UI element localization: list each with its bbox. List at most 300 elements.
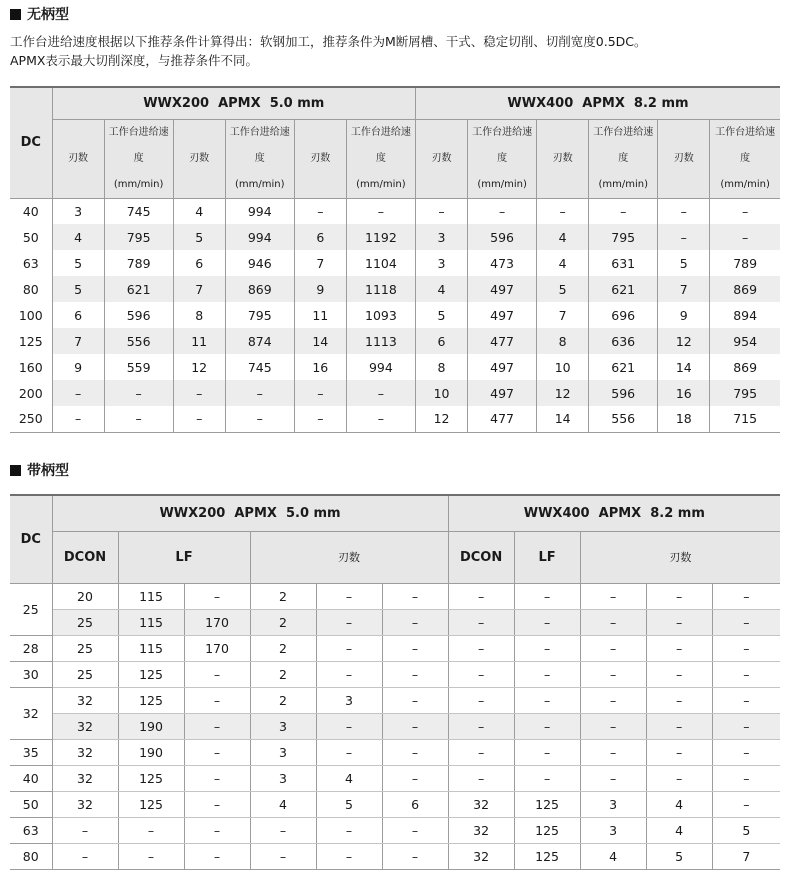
value-cell: – — [316, 843, 382, 869]
value-cell: – — [646, 713, 712, 739]
value-cell: 2 — [250, 635, 316, 661]
value-cell: 7 — [173, 276, 225, 302]
value-cell: – — [580, 661, 646, 687]
feed-rate-label: 工作台进给速度 — [229, 126, 290, 164]
dc-cell: 40 — [10, 765, 52, 791]
value-cell: 3 — [416, 224, 468, 250]
value-cell: 631 — [589, 250, 658, 276]
value-cell: – — [316, 713, 382, 739]
value-cell: 4 — [646, 791, 712, 817]
feed-rate-label: 工作台进给速度 — [715, 126, 776, 164]
value-cell: 4 — [537, 250, 589, 276]
value-cell: 32 — [52, 739, 118, 765]
value-cell: 32 — [448, 817, 514, 843]
value-cell: – — [382, 817, 448, 843]
value-cell: – — [646, 609, 712, 635]
value-cell: 4 — [250, 791, 316, 817]
feed-rate-label: 工作台进给速度 — [472, 126, 533, 164]
value-cell: – — [589, 198, 658, 224]
value-cell: 9 — [658, 302, 710, 328]
value-cell: 32 — [448, 791, 514, 817]
value-cell: 7 — [294, 250, 346, 276]
value-cell: – — [514, 713, 580, 739]
table-row — [10, 817, 780, 843]
value-cell: – — [712, 609, 780, 635]
value-cell: 5 — [52, 250, 104, 276]
table-row — [10, 224, 780, 250]
value-cell: 5 — [416, 302, 468, 328]
value-cell: – — [712, 687, 780, 713]
value-cell: 2 — [250, 687, 316, 713]
value-cell: 11 — [173, 328, 225, 354]
feed-rate-unit: (mm/min) — [113, 178, 164, 190]
value-cell: 32 — [52, 687, 118, 713]
value-cell: 4 — [416, 276, 468, 302]
value-cell: – — [316, 609, 382, 635]
value-cell: 115 — [118, 583, 184, 609]
value-cell: – — [52, 817, 118, 843]
value-cell: 497 — [468, 276, 537, 302]
value-cell: – — [712, 765, 780, 791]
value-cell: 789 — [104, 250, 173, 276]
teeth-header: 刃数 — [658, 119, 710, 198]
value-cell: 6 — [382, 791, 448, 817]
value-cell: 795 — [225, 302, 294, 328]
value-cell: – — [646, 687, 712, 713]
dc-cell: 32 — [10, 687, 52, 739]
table-row — [10, 739, 780, 765]
dcon-header-wwx400: DCON — [448, 531, 514, 583]
value-cell: – — [712, 713, 780, 739]
value-cell: 25 — [52, 661, 118, 687]
value-cell: 2 — [250, 583, 316, 609]
value-cell: – — [448, 661, 514, 687]
value-cell: – — [514, 687, 580, 713]
value-cell: 994 — [225, 198, 294, 224]
value-cell: 4 — [580, 843, 646, 869]
value-cell: 18 — [658, 406, 710, 432]
value-cell: – — [448, 765, 514, 791]
dc-cell: 100 — [10, 302, 52, 328]
value-cell: 2 — [250, 609, 316, 635]
dc-cell: 250 — [10, 406, 52, 432]
value-cell: 7 — [658, 276, 710, 302]
value-cell: – — [448, 583, 514, 609]
value-cell: 1192 — [346, 224, 415, 250]
wwx200-group-header: WWX200 APMX 5.0 mm — [52, 87, 415, 119]
value-cell: 5 — [173, 224, 225, 250]
value-cell: 789 — [733, 255, 758, 271]
teeth-header: 刃数 — [537, 119, 589, 198]
value-cell: 621 — [589, 276, 658, 302]
value-cell: 190 — [118, 713, 184, 739]
value-cell: 7 — [52, 328, 104, 354]
value-cell: 125 — [514, 791, 580, 817]
table-row — [10, 198, 780, 224]
value-cell: 869 — [733, 359, 758, 375]
value-cell: – — [316, 739, 382, 765]
value-cell: 16 — [658, 380, 710, 406]
value-cell: 20 — [52, 583, 118, 609]
value-cell: – — [514, 661, 580, 687]
value-cell: 6 — [294, 224, 346, 250]
wwx400-group-header: WWX400 APMX 8.2 mm — [448, 495, 780, 531]
value-cell: – — [382, 765, 448, 791]
value-cell: – — [250, 843, 316, 869]
value-cell: 9 — [294, 276, 346, 302]
value-cell: 1113 — [346, 328, 415, 354]
value-cell: – — [646, 739, 712, 765]
table-row — [10, 380, 780, 406]
feed-rate-label: 工作台进给速度 — [350, 126, 411, 164]
value-cell: – — [382, 739, 448, 765]
value-cell: – — [514, 765, 580, 791]
value-cell: 5 — [646, 843, 712, 869]
teeth-header-wwx200: 刃数 — [250, 531, 448, 583]
value-cell: 795 — [104, 224, 173, 250]
value-cell: 3 — [580, 791, 646, 817]
value-cell: 1093 — [346, 302, 415, 328]
dc-cell: 63 — [10, 250, 52, 276]
value-cell: 497 — [468, 302, 537, 328]
value-cell: 3 — [250, 739, 316, 765]
value-cell: 12 — [658, 328, 710, 354]
note-line-2: APMX表示最大切削深度，与推荐条件不同。 — [10, 53, 258, 68]
value-cell: – — [184, 765, 250, 791]
table-row — [10, 328, 780, 354]
value-cell: 125 — [118, 661, 184, 687]
shank-type-table — [10, 494, 780, 870]
value-cell: 556 — [104, 328, 173, 354]
value-cell: 25 — [52, 635, 118, 661]
table-row — [10, 250, 780, 276]
value-cell: 556 — [589, 406, 658, 432]
value-cell: 596 — [589, 380, 658, 406]
value-cell: – — [580, 687, 646, 713]
value-cell: – — [712, 583, 780, 609]
feed-rate-header — [346, 119, 415, 198]
square-bullet-icon — [10, 9, 21, 20]
value-cell: – — [118, 843, 184, 869]
value-cell: – — [184, 817, 250, 843]
value-cell: – — [448, 713, 514, 739]
table-row — [10, 276, 780, 302]
note-line-1: 工作台进给速度根据以下推荐条件计算得出：软钢加工，推荐条件为M断屑槽、干式、稳定切削、切削宽度0.5DC。 — [10, 34, 647, 49]
value-cell: 12 — [537, 380, 589, 406]
value-cell: – — [294, 198, 346, 224]
value-cell: 2 — [250, 661, 316, 687]
value-cell: – — [52, 843, 118, 869]
value-cell: – — [646, 635, 712, 661]
value-cell: – — [514, 583, 580, 609]
dc-cell: 35 — [10, 739, 52, 765]
dc-header: DC — [10, 87, 52, 198]
section2-title: 带柄型 — [27, 463, 69, 479]
value-cell: 10 — [416, 380, 468, 406]
table-row — [10, 583, 780, 609]
value-cell: – — [382, 583, 448, 609]
value-cell: 6 — [52, 302, 104, 328]
value-cell: 4 — [316, 765, 382, 791]
value-cell: 596 — [468, 224, 537, 250]
value-cell: – — [184, 791, 250, 817]
value-cell: – — [514, 609, 580, 635]
value-cell: – — [184, 739, 250, 765]
value-cell: – — [580, 739, 646, 765]
feed-rate-header — [589, 119, 658, 198]
value-cell: – — [580, 713, 646, 739]
value-cell: 894 — [733, 307, 758, 323]
value-cell: – — [104, 380, 173, 406]
table-row — [10, 765, 780, 791]
value-cell: 696 — [589, 302, 658, 328]
value-cell: – — [316, 817, 382, 843]
value-cell: 5 — [316, 791, 382, 817]
value-cell: 7 — [712, 843, 780, 869]
value-cell: – — [712, 791, 780, 817]
table-row — [10, 843, 780, 869]
value-cell: – — [294, 406, 346, 432]
value-cell: – — [742, 203, 749, 219]
value-cell: – — [316, 661, 382, 687]
value-cell: – — [712, 739, 780, 765]
value-cell: 14 — [658, 354, 710, 380]
value-cell: – — [658, 198, 710, 224]
value-cell: – — [184, 713, 250, 739]
value-cell: 32 — [52, 791, 118, 817]
feed-rate-label: 工作台进给速度 — [593, 126, 654, 164]
value-cell: 11 — [294, 302, 346, 328]
value-cell: 125 — [514, 817, 580, 843]
value-cell: – — [658, 224, 710, 250]
value-cell: 5 — [537, 276, 589, 302]
value-cell: 8 — [416, 354, 468, 380]
value-cell: – — [184, 583, 250, 609]
value-cell: – — [52, 406, 104, 432]
value-cell: 3 — [52, 198, 104, 224]
section1-title: 无柄型 — [27, 7, 69, 23]
value-cell: – — [382, 843, 448, 869]
value-cell: 170 — [184, 635, 250, 661]
value-cell: 125 — [118, 791, 184, 817]
wwx400-group-header: WWX400 APMX 8.2 mm — [416, 87, 781, 119]
value-cell: 473 — [468, 250, 537, 276]
table-row — [10, 609, 780, 635]
value-cell: 559 — [104, 354, 173, 380]
value-cell: – — [118, 817, 184, 843]
feed-rate-unit: (mm/min) — [356, 178, 406, 190]
value-cell: 32 — [52, 765, 118, 791]
value-cell: 994 — [346, 354, 415, 380]
table-row — [10, 687, 780, 713]
value-cell: 115 — [118, 635, 184, 661]
value-cell: 497 — [468, 354, 537, 380]
dc-cell: 50 — [10, 791, 52, 817]
value-cell: 745 — [104, 198, 173, 224]
value-cell: 6 — [416, 328, 468, 354]
value-cell: 4 — [52, 224, 104, 250]
value-cell: – — [537, 198, 589, 224]
value-cell: 4 — [646, 817, 712, 843]
value-cell: 14 — [537, 406, 589, 432]
value-cell: 745 — [225, 354, 294, 380]
value-cell: – — [225, 380, 294, 406]
table-row — [10, 713, 780, 739]
value-cell: – — [104, 406, 173, 432]
value-cell: 869 — [710, 276, 780, 302]
section1-heading — [10, 4, 69, 24]
value-cell: – — [225, 406, 294, 432]
value-cell: 4 — [537, 224, 589, 250]
feed-rate-label: 工作台进给速度 — [108, 126, 169, 164]
value-cell: – — [184, 661, 250, 687]
wwx200-group-header: WWX200 APMX 5.0 mm — [52, 495, 448, 531]
feed-rate-unit: (mm/min) — [477, 178, 527, 190]
dc-cell: 80 — [10, 843, 52, 869]
value-cell: 3 — [316, 687, 382, 713]
value-cell: 5 — [658, 250, 710, 276]
value-cell: 12 — [416, 406, 468, 432]
section1-note — [10, 32, 647, 70]
value-cell: – — [52, 380, 104, 406]
value-cell: 5 — [52, 276, 104, 302]
value-cell: 1118 — [346, 276, 415, 302]
value-cell: 3 — [250, 765, 316, 791]
value-cell: 795 — [710, 380, 780, 406]
value-cell: – — [382, 635, 448, 661]
teeth-header-wwx400: 刃数 — [580, 531, 780, 583]
lf-header-wwx200: LF — [118, 531, 250, 583]
dc-cell: 28 — [10, 635, 52, 661]
table-row — [10, 791, 780, 817]
value-cell: – — [382, 687, 448, 713]
feed-rate-table — [10, 86, 780, 433]
dc-cell: 40 — [10, 198, 52, 224]
table-row — [10, 354, 780, 380]
value-cell: 4 — [173, 198, 225, 224]
value-cell: 3 — [580, 817, 646, 843]
value-cell: – — [580, 635, 646, 661]
value-cell: – — [184, 843, 250, 869]
value-cell: 8 — [173, 302, 225, 328]
dc-cell: 160 — [10, 354, 52, 380]
value-cell: – — [646, 765, 712, 791]
dc-cell: 80 — [10, 276, 52, 302]
value-cell: 32 — [52, 713, 118, 739]
value-cell: – — [580, 765, 646, 791]
value-cell: 10 — [537, 354, 589, 380]
value-cell: 190 — [118, 739, 184, 765]
dc-cell: 30 — [10, 661, 52, 687]
value-cell: 1104 — [346, 250, 415, 276]
value-cell: – — [316, 583, 382, 609]
value-cell: 715 — [710, 406, 780, 432]
value-cell: – — [448, 635, 514, 661]
value-cell: 596 — [104, 302, 173, 328]
value-cell: 497 — [468, 380, 537, 406]
value-cell: 3 — [416, 250, 468, 276]
value-cell: 954 — [710, 328, 780, 354]
value-cell: – — [184, 687, 250, 713]
value-cell: 477 — [468, 328, 537, 354]
value-cell: – — [294, 380, 346, 406]
value-cell: 621 — [104, 276, 173, 302]
value-cell: 125 — [118, 687, 184, 713]
value-cell: – — [416, 198, 468, 224]
value-cell: 16 — [294, 354, 346, 380]
value-cell: – — [346, 380, 415, 406]
value-cell: – — [316, 635, 382, 661]
value-cell: 14 — [294, 328, 346, 354]
feed-rate-header — [468, 119, 537, 198]
dc-cell: 25 — [10, 583, 52, 635]
value-cell: – — [646, 661, 712, 687]
dc-cell: 50 — [10, 224, 52, 250]
value-cell: – — [514, 739, 580, 765]
dc-cell: 200 — [10, 380, 52, 406]
value-cell: – — [712, 661, 780, 687]
value-cell: 7 — [537, 302, 589, 328]
value-cell: – — [448, 609, 514, 635]
feed-rate-header — [225, 119, 294, 198]
feed-rate-unit: (mm/min) — [720, 178, 770, 190]
value-cell: – — [580, 609, 646, 635]
value-cell: – — [173, 406, 225, 432]
teeth-header: 刃数 — [416, 119, 468, 198]
value-cell: 3 — [250, 713, 316, 739]
value-cell: 125 — [514, 843, 580, 869]
value-cell: 170 — [184, 609, 250, 635]
value-cell: 12 — [173, 354, 225, 380]
value-cell: – — [580, 583, 646, 609]
value-cell: 477 — [468, 406, 537, 432]
value-cell: 9 — [52, 354, 104, 380]
teeth-header: 刃数 — [173, 119, 225, 198]
value-cell: 6 — [173, 250, 225, 276]
value-cell: – — [468, 198, 537, 224]
section2-heading — [10, 460, 69, 480]
value-cell: 874 — [225, 328, 294, 354]
square-bullet-icon — [10, 465, 21, 476]
dcon-header-wwx200: DCON — [52, 531, 118, 583]
table-row — [10, 635, 780, 661]
value-cell: 115 — [118, 609, 184, 635]
value-cell: – — [346, 406, 415, 432]
feed-rate-header — [104, 119, 173, 198]
feed-rate-header — [710, 119, 780, 198]
value-cell: 636 — [589, 328, 658, 354]
value-cell: 32 — [448, 843, 514, 869]
value-cell: 621 — [589, 354, 658, 380]
value-cell: – — [710, 224, 780, 250]
value-cell: 869 — [225, 276, 294, 302]
dc-cell: 63 — [10, 817, 52, 843]
value-cell: – — [382, 713, 448, 739]
value-cell: 946 — [225, 250, 294, 276]
dc-header: DC — [10, 495, 52, 583]
value-cell: – — [448, 739, 514, 765]
lf-header-wwx400: LF — [514, 531, 580, 583]
value-cell: – — [712, 635, 780, 661]
value-cell: – — [646, 583, 712, 609]
value-cell: – — [173, 380, 225, 406]
table-row — [10, 406, 780, 432]
table-row — [10, 661, 780, 687]
teeth-header: 刃数 — [52, 119, 104, 198]
value-cell: – — [382, 661, 448, 687]
table-row — [10, 302, 780, 328]
value-cell: – — [250, 817, 316, 843]
